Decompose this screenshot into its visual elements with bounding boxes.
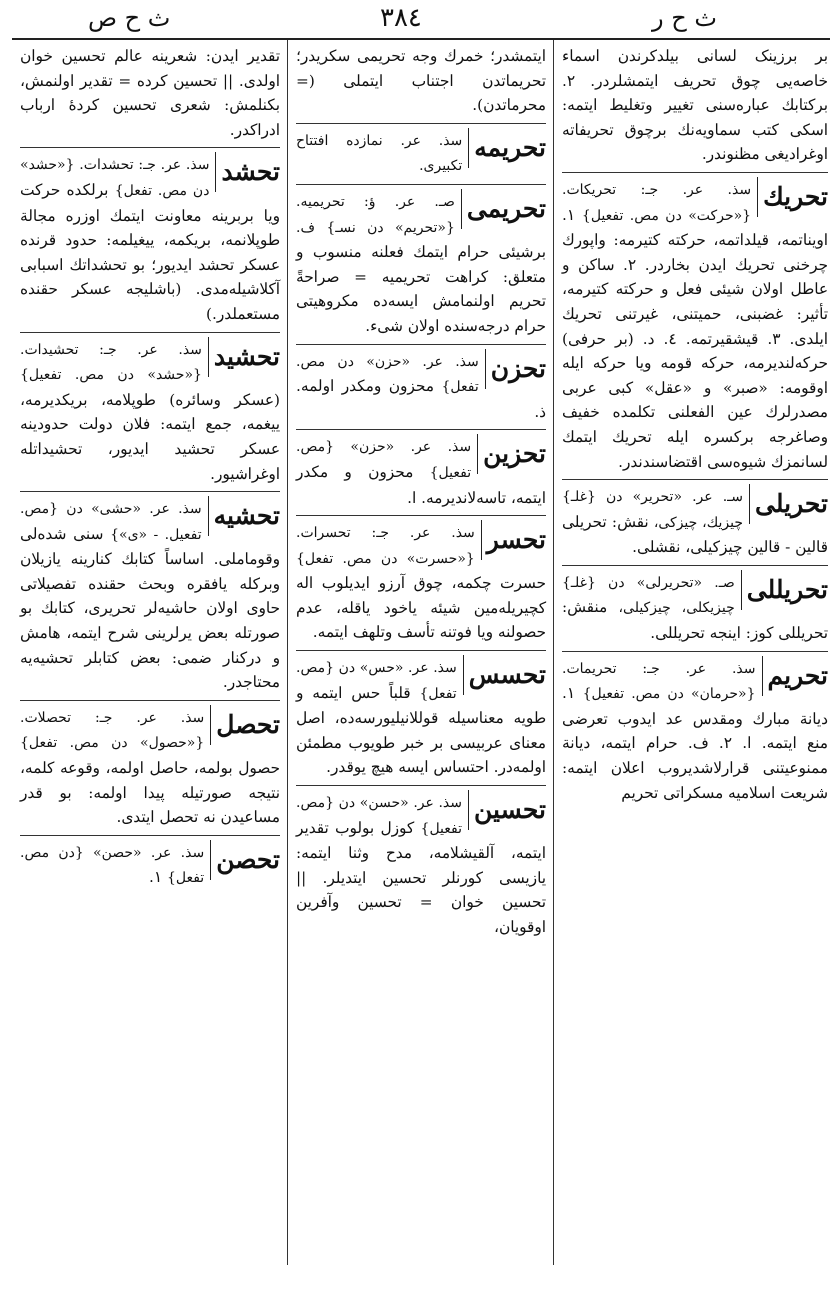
entry-headword: تحزین <box>477 434 546 474</box>
entry-grammar: سذ. عر. جـ: تحسرات. {«حسرت» دن مص. تفعل} <box>296 525 475 567</box>
entry-headword: تحشد <box>215 152 280 192</box>
entry-grammar: سذ. عر. جـ: تحشدات. {«حشد» دن مص. تفعل} <box>20 157 210 199</box>
dictionary-entry <box>562 44 828 167</box>
entry-definition: تقدیر ایدن: شعرینه عالم تحسین خوان اولدی. || تحسین کرده = تقدیر اولنمش، بکنلمش: شعری تحسین کردهٔ ارباب ادراکدر. <box>20 47 280 139</box>
dictionary-entry <box>296 650 546 780</box>
dictionary-entry <box>20 44 280 142</box>
header-letters-left: ث ح ص <box>88 4 171 32</box>
dictionary-entry <box>20 700 280 830</box>
entry-grammar: سذ. عر. «حزن» دن مص. تفعل} <box>296 353 479 396</box>
entry-definition: (عسکر وسائره) طوپلامه، بریکدیرمه، ییغمه، جمع ایتمه: فلان دولت حدودینه عسکر تحشید ایدیور، تحشیداتله اوغراشیور. <box>20 390 280 483</box>
entry-headword: تحصل <box>210 705 280 745</box>
entry-grammar: صـ. عر. ؤ: تحریمیه. {«تحریم» دن نسـ} ف. <box>296 193 455 236</box>
entry-definition: حسرت چکمه، چوق آرزو ایدیلوب اله کچیریله‌مین شیئه یاخود یاقله، عدم حصولنه ویا فوتنه تأسف وتلهف ایتمه. <box>296 574 546 642</box>
column-divider <box>553 40 554 1265</box>
entry-grammar: سذ. عر. جـ: تحشیدات. {«حشد» دن مص. تفعیل} <box>20 341 202 384</box>
dictionary-entry <box>562 651 828 806</box>
dictionary-entry <box>296 44 546 118</box>
entry-headword: تحریمی <box>461 189 546 229</box>
entry-headword: تحسین <box>468 790 546 830</box>
header-letters-right: ث ح ر <box>652 4 717 32</box>
header-rule <box>12 38 830 40</box>
entry-grammar: سذ. عر. جـ: تحریمات. {«حرمان» دن مص. تفعیل} <box>562 660 756 703</box>
entry-headword: تحزن <box>485 349 546 389</box>
entry-headword: تحشیه <box>208 496 280 536</box>
entry-definition: حصول بولمه، حاصل اولمه، وقوعه کلمه، نتیجه صورتیله پیدا اولمه: بو قدر مساعیدن نه تحصل ایتدی. <box>20 759 280 827</box>
dictionary-entry <box>20 835 280 891</box>
entry-headword: تحریلی <box>749 484 828 524</box>
entry-grammar: سذ. عر. «حسن» دن {مص. تفعیل} <box>296 795 463 837</box>
entry-grammar: سذ. عر. «حس» دن {مص. تفعل} <box>296 660 457 702</box>
entry-definition: منقش: تحریللی کوز: اینجه تحریللی. <box>562 598 828 643</box>
entry-grammar: سـ. عر. «تحریر» دن {غلـ} چیزیك، چیزکی، <box>562 489 744 531</box>
page-number: ٣٨٤ <box>380 3 422 33</box>
entry-headword: تحصن <box>210 840 280 880</box>
dictionary-entry <box>296 344 546 425</box>
entry-grammar: سذ. عر. «حصن» {دن مص. تفعل} <box>20 844 205 887</box>
entry-grammar: سذ. عر. نمازده افتتاح تکبیری. <box>296 132 463 175</box>
dictionary-entry <box>562 565 828 646</box>
dictionary-entry <box>20 491 280 695</box>
column-right <box>558 44 832 1259</box>
entry-definition: ایتمشدر؛ خمرك وجه تحریمی سکریدر؛ تحریماتدن اجتناب ایتملی (= محرماتدن). <box>296 47 546 115</box>
entry-definition: برشیئی حرام ایتمك فعلنه منسوب و متعلق: کراهت تحریمیه = صراحةً تحریم اولنمامش ایسه‌ده مکروهیتی حرام درجه‌سنده اولان شیء. <box>296 243 546 335</box>
entry-headword: تحشید <box>208 337 280 377</box>
entry-definition: محزون ومکدر اولمه. ذ. <box>296 377 546 421</box>
dictionary-entry <box>296 184 546 339</box>
entry-headword: تحسر <box>481 520 546 560</box>
column-left <box>16 44 284 1259</box>
entry-definition: کوزل بولوب تقدیر ایتمه، آلقیشلامه، مدح وثنا ایتمه: یازیسی کورنلر تحسین ایتدیلر. || تحسین خوان = تحسین وآفرین اوقویان، <box>296 818 546 936</box>
page-header <box>0 0 840 36</box>
entry-definition: ١. اویناتمه، قیلداتمه، حرکته کتیرمه: واپورك چرخنی تحریك ایدن بخاردر. ٢. ساکن و عاطل اولان شیئی فعل و حرکته کتیرمه، تأثیر: غضبنی، حمیتنی، غیرتنی تحریك ایلدی. ٣. قیشقیرتمه. ٤. د. (بر حرفی) حرکه‌لندیرمه، حرکه قومه ویا حرکه ایله اوقومه: «صبر» و «عقل» کبی عربی مصدرلرك عین الفعلنی تکلمده خفیف وصاغرجه برکسره ایله تحریك ایتمك لسانمزك شیوه‌سی اقتضاسندندر. <box>562 205 828 471</box>
dictionary-entry <box>296 515 546 645</box>
dictionary-entry <box>562 479 828 560</box>
entry-definition: برلکده حرکت ویا بربرینه معاونت ایتمك اوزره مجالة طوپلانمه، بریکمه، ییغیلمه: حدود قرنده عسکر تحشد ایدیور؛ بو تحشداتك اسبابی آکلاشیله‌مدی. (باشلیجه عسکر حقنده مستعملدر.) <box>20 180 280 323</box>
entry-definition: بر برزینک لسانی بیلدکرندن اسماء خاصه‌یی چوق تحریف ایتمشلردر. ٢. برکتابك عباره‌سنی تغییر وتغلیط ایتمه: اسکی کتب سماویه‌نك برچوق تحریفاته اوغرادیغی مظنوندر. <box>562 47 828 164</box>
column-divider <box>287 40 288 1265</box>
entry-definition: سنی شده‌لی وقوماملی. اساساً کتابك کنارینه یازیلان وبرکله یافقره وبحث حقنده تفصیلاتی حاوی اولان حاشیه‌لر تحریری، کتابك بو صورتله بعض یرلرینی شرح ایتمه، هامش و درکنار ضمی: بعض کتابلر تحشیه‌یه محتاجدر. <box>20 524 280 692</box>
dictionary-entry <box>296 785 546 940</box>
column-middle <box>292 44 550 1259</box>
dictionary-entry <box>20 332 280 487</box>
dictionary-entry <box>296 123 546 179</box>
entry-grammar: سذ. عر. «حشی» دن {مص. تفعیل. - «ی»} <box>20 501 202 543</box>
dictionary-entry <box>20 147 280 326</box>
entry-headword: تحریم <box>762 656 829 696</box>
entry-definition: نقش: تحریلی قالین - قالین چیزکیلی، نقشلی. <box>562 512 828 557</box>
entry-definition: ١. دیانة مبارك ومقدس عد ایدوب تعرضی منع ایتمه. ا. ٢. ف. حرام ایتمه، دیانة ممنوعیتنی قرارلاشدیروب اعلان ایتمه: شریعت اسلامیه مسکراتی تحریم <box>562 684 828 802</box>
entry-headword: تحریللی <box>741 570 828 610</box>
entry-grammar: صـ. «تحریرلی» دن {غلـ} چیزیکلی، چیزکیلی، <box>562 574 735 617</box>
dictionary-entry <box>562 172 828 474</box>
entry-definition: محزون و مکدر ایتمه، تاسه‌لاندیرمه. ا. <box>296 462 546 507</box>
entry-definition: قلباً حس ایتمه و طویه معناسیله قوللانیلیورسه‌ده، اصل معنای عربیسی بر خبر طویوب مطمئن اولمه‌در. احتساس ایسه هیچ یوقدر. <box>296 683 546 777</box>
entry-definition: ١. <box>148 868 163 887</box>
entry-headword: تحسس <box>463 655 546 695</box>
entry-headword: تحریك <box>757 177 828 217</box>
entry-grammar: سذ. عر. جـ: تحصلات. {«حصول» دن مص. تفعل} <box>20 709 205 752</box>
entry-grammar: سذ. عر. جـ: تحریکات. {«حرکت» دن مص. تفعیل} <box>562 181 752 224</box>
entry-grammar: سذ. عر. «حزن» {مص. تفعیل} <box>296 439 472 481</box>
entry-headword: تحریمه <box>468 128 546 168</box>
dictionary-entry <box>296 429 546 510</box>
